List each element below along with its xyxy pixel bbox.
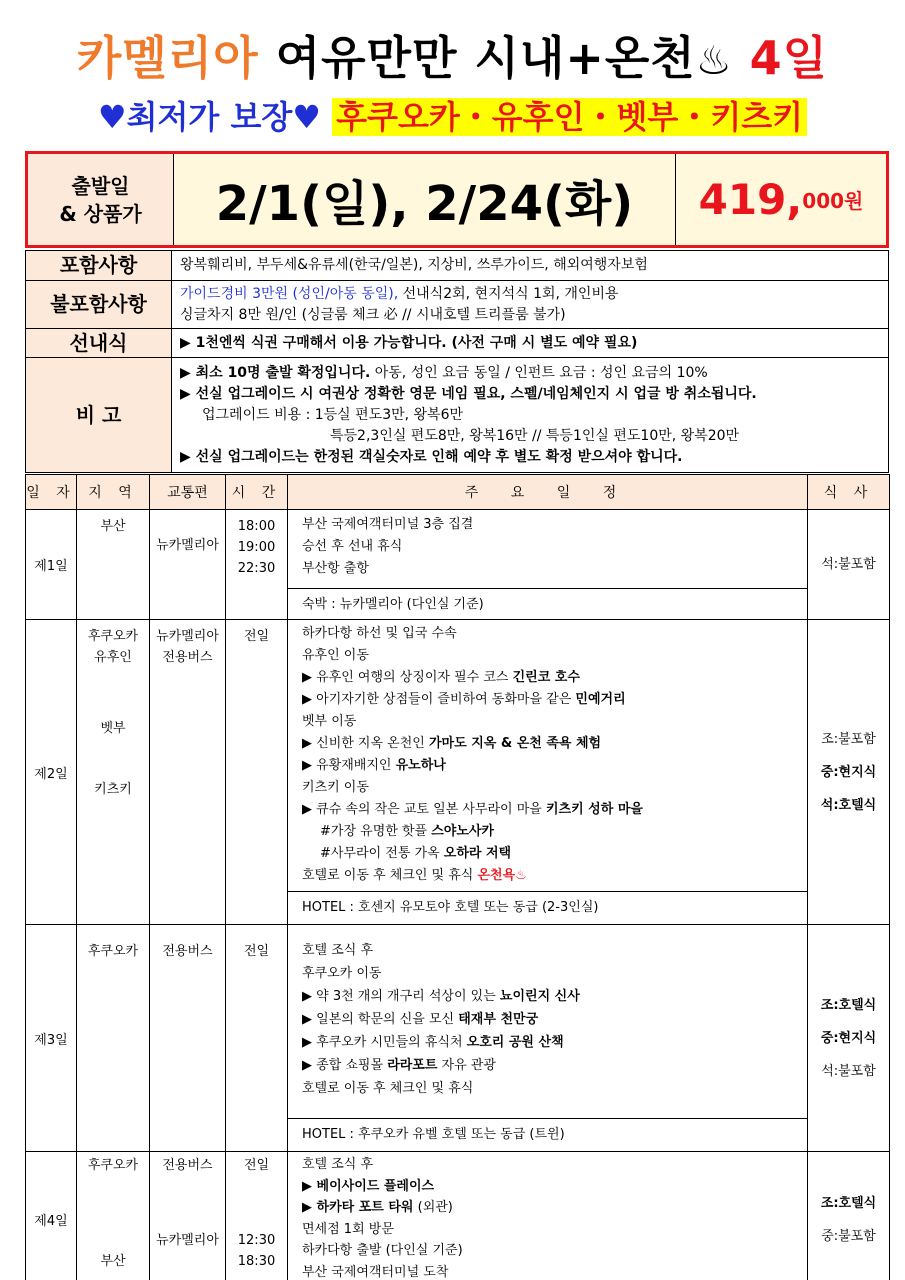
header-day: 일 자	[26, 475, 77, 510]
region: 부산	[77, 510, 150, 620]
header-meals: 식 사	[808, 475, 890, 510]
meals: 조:불포함 중:현지식 석:호텔식	[808, 620, 890, 925]
onboard-meal-label: 선내식	[26, 329, 172, 358]
route-highlight: 후쿠오카・유후인・벳부・키츠키	[332, 98, 807, 136]
onsen-icon: ♨	[695, 38, 733, 84]
transport: 뉴카멜리아	[150, 510, 226, 620]
notes-text: ▶ 최소 10명 출발 확정입니다. 아동, 성인 요금 동일 / 인펀트 요금 : 성인 요금의 10% ▶ 선실 업그레이드 시 여권상 정확한 영문 네임 필요, 스펠/네임체인지 시 업글 방 취소됩니다. 업그레이드 비용 : 1등실 편도3만, 왕복6만 특등2,3인실 편도8만, 왕복16만 // 특등1인실 편도10만, 왕복20만 ▶ 선실 업그레이드는 한정된 객실숫자로 인해 예약 후 별도 확정 받으셔야 합니다.	[172, 358, 889, 473]
tour-days: 4일	[749, 31, 829, 85]
tour-price: 419, 000원	[676, 154, 886, 245]
time: 전일	[226, 925, 288, 1152]
onboard-meal-text: ▶ 1천엔씩 식권 구매해서 이용 가능합니다. (사전 구매 시 별도 예약 필요)	[172, 329, 889, 358]
times: 전일 12:30 18:30	[226, 1152, 288, 1280]
brand-name: 카멜리아	[76, 31, 259, 85]
accommodation: 숙박 : 뉴카멜리아 (다인실 기준)	[288, 588, 807, 619]
departure-dates: 2/1(일), 2/24(화)	[174, 154, 676, 245]
day-label: 제1일	[26, 510, 77, 620]
schedule-table	[25, 474, 890, 1280]
day-label: 제3일	[26, 925, 77, 1152]
included-text: 왕복훼리비, 부두세&유류세(한국/일본), 지상비, 쓰루가이드, 해외여행자보험	[172, 251, 889, 281]
transport: 전용버스	[150, 925, 226, 1152]
header-time: 시 간	[226, 475, 288, 510]
itinerary: 호텔 조식 후 후쿠오카 이동 ▶ 약 3천 개의 개구리 석상이 있는 뇨이린지 신사 ▶ 일본의 학문의 신을 모신 태재부 천만궁 ▶ 후쿠오카 시민들의 휴식처 오호리 공원 산책 ▶ 종합 쇼핑몰 라라포트 자유 관광 호텔로 이동 후 체크인 및 휴식 HOTEL : 후쿠오카 유벨 호텔 또는 동급 (트윈)	[288, 925, 808, 1152]
header-region: 지 역	[77, 475, 150, 510]
info-table	[25, 250, 889, 473]
price-box	[25, 151, 889, 248]
day1-row	[26, 510, 890, 620]
itinerary: 호텔 조식 후 ▶ 베이사이드 플레이스 ▶ 하카타 포트 타워 (외관) 면세점 1회 방문 하카다항 출발 (다인실 기준) 부산 국제여객터미널 도착	[288, 1152, 808, 1280]
regions: 후쿠오카 부산	[77, 1152, 150, 1280]
itinerary: 하카다항 하선 및 입국 수속 유후인 이동 ▶ 유후인 여행의 상징이자 필수 코스 긴린코 호수 ▶ 아기자기한 상점들이 즐비하여 동화마을 같은 민예거리 벳부 이동 ▶ 신비한 지옥 온천인 가마도 지옥 & 온천 족욕 체험 ▶ 유황재배지인 유노하나 키츠키 이동 ▶ 큐슈 속의 작은 교토 일본 사무라이 마을 키츠키 성하 마을 #가장 유명한 핫플 스야노사카 #사무라이 전통 가옥 오하라 저택 호텔로 이동 후 체크인 및 휴식 온천욕♨ HOTEL : 호센지 유모토야 호텔 또는 동급 (2-3인실)	[288, 620, 808, 925]
itinerary: 부산 국제여객터미널 3층 집결 승선 후 선내 휴식 부산항 출항 숙박 : 뉴카멜리아 (다인실 기준)	[288, 510, 808, 620]
accommodation: HOTEL : 후쿠오카 유벨 호텔 또는 동급 (트윈)	[288, 1118, 807, 1151]
departure-price-label: 출발일 & 상품가	[28, 154, 174, 245]
meals: 조:호텔식 중:현지식 석:불포함	[808, 925, 890, 1152]
day-label: 제2일	[26, 620, 77, 925]
notes-label: 비 고	[26, 358, 172, 473]
transport: 뉴카멜리아 전용버스	[150, 620, 226, 925]
header-transport: 교통편	[150, 475, 226, 510]
meals: 석:불포함	[808, 510, 890, 620]
meals: 조:호텔식 중:불포함	[808, 1152, 890, 1280]
excluded-label: 불포함사항	[26, 281, 172, 329]
tour-name: 여유만만 시내+온천	[275, 31, 696, 85]
accommodation: HOTEL : 호센지 유모토야 호텔 또는 동급 (2-3인실)	[288, 891, 807, 924]
region: 후쿠오카	[77, 925, 150, 1152]
excluded-text: 가이드경비 3만원 (성인/아동 동일), 선내식2회, 현지석식 1회, 개인비용 싱글차지 8만 원/인 (싱글룸 체크 必 // 시내호텔 트리플룸 불가)	[172, 281, 889, 329]
header-itinerary: 주 요 일 정	[288, 475, 808, 510]
day2-row	[26, 620, 890, 925]
day3-row	[26, 925, 890, 1152]
regions: 후쿠오카 유후인 벳부 키츠키	[77, 620, 150, 925]
transport: 전용버스 뉴카멜리아	[150, 1152, 226, 1280]
included-label: 포함사항	[26, 251, 172, 281]
times: 18:00 19:00 22:30	[226, 510, 288, 620]
day-label: 제4일	[26, 1152, 77, 1280]
page-title	[0, 22, 905, 88]
day4-row	[26, 1152, 890, 1280]
lowest-price-guarantee: ♥최저가 보장♥	[97, 98, 321, 136]
time: 전일	[226, 620, 288, 925]
subtitle	[0, 92, 905, 138]
